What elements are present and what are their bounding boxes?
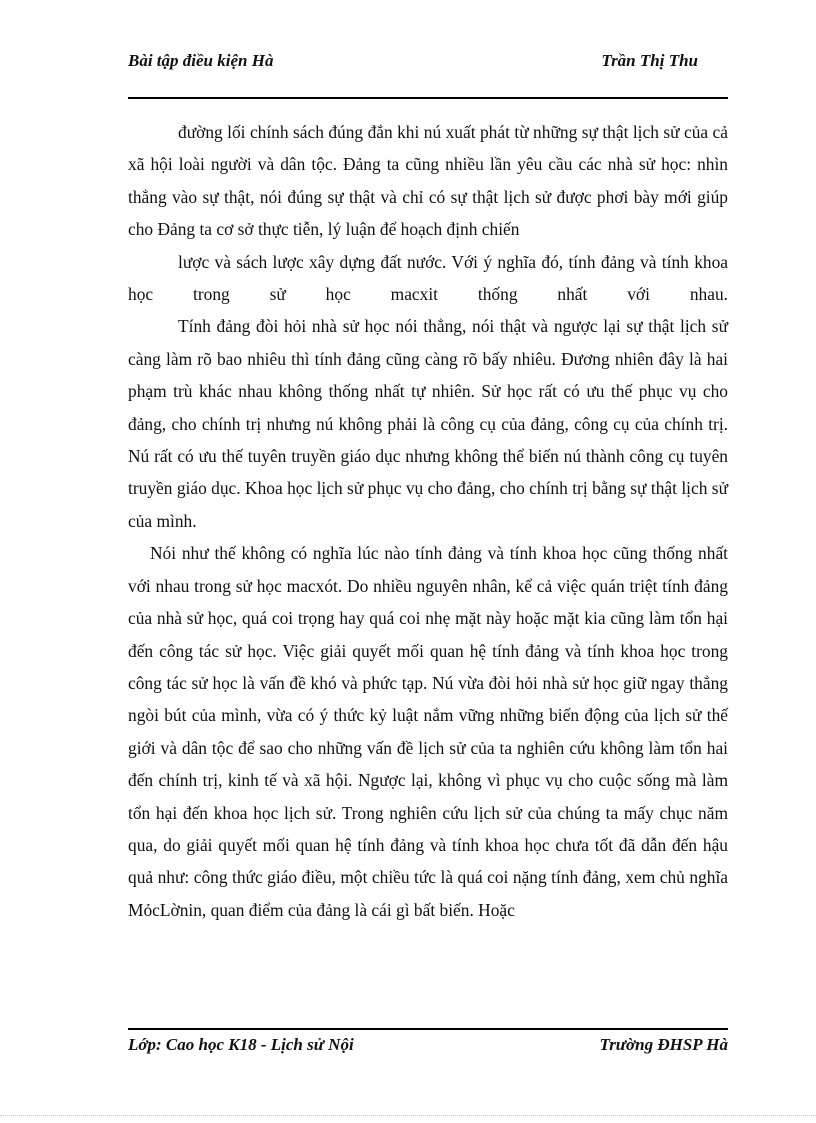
header-author: Trần Thị Thu <box>601 51 698 70</box>
page-footer <box>128 1034 728 1080</box>
footer-divider <box>128 1028 728 1030</box>
paragraph-1: đường lối chính sách đúng đắn khi nú xuất phát từ những sự thật lịch sử của cả xã hội loài người và dân tộc. Đảng ta cũng nhiều lần yêu cầu các nhà sử học: nhìn thẳng vào sự thật, nói đúng sự thật và chỉ có sự thật lịch sử được phơi bày mới giúp cho Đảng ta cơ sở thực tiễn, lý luận để hoạch định chiến <box>128 122 728 240</box>
footer-class-label: Lớp: Cao học K18 - Lịch sử Nội <box>128 1035 354 1054</box>
paragraph-4: Nói như thế không có nghĩa lúc nào tính đảng và tính khoa học cũng thống nhất với nhau trong sử học macxót. Do nhiều nguyên nhân, kể cả việc quán triệt tính đảng của nhà sử học, quá coi trọng hay quá coi nhẹ mặt này hoặc mặt kia cũng làm tổn hại đến công tác sử học. Việc giải quyết mối quan hệ tính đảng và tính khoa học trong công tác sử học là vấn đề khó và phức tạp. Nú vừa đòi hỏi nhà sử học giữ ngay thẳng ngòi bút của mình, vừa có ý thức kỷ luật nắm vững những biến động của lịch sử thế giới và dân tộc để sao cho những vấn đề lịch sử của ta nghiên cứu không làm tổn hai đến chính trị, kinh tế và xã hội. Ngược lại, không vì phục vụ cho cuộc sống mà làm tổn hại đến khoa học lịch sử. Trong nghiên cứu lịch sử của chúng ta mấy chục năm qua, do giải quyết mối quan hệ tính đảng và tính khoa học chưa tốt đã dẫn đến hậu quả như: công thức giáo điều, một chiều tức là quá coi nặng tính đảng, xem chủ nghĩa MỏcLờnin, quan điểm của đảng là cái gì bất biến. Hoặc <box>128 543 728 920</box>
page-header <box>128 50 728 96</box>
footer-school-label: Trường ĐHSP Hà <box>599 1035 728 1054</box>
page-bottom-edge <box>0 1115 816 1116</box>
paragraph-2: lược và sách lược xây dựng đất nước. Với ý nghĩa đó, tính đảng và tính khoa học trong sử học macxit thống nhất với nhau. <box>128 251 728 305</box>
document-body <box>128 116 728 926</box>
paragraph-3: Tính đảng đòi hỏi nhà sử học nói thẳng, nói thật và ngược lại sự thật lịch sử càng làm rõ bao nhiêu thì tính đảng cũng càng rõ bấy nhiêu. Đương nhiên đây là hai phạm trù khác nhau không thống nhất tự nhiên. Sử học rất có ưu thế phục vụ cho đảng, cho chính trị nhưng nú không phải là công cụ của đảng, công cụ của chính trị. Nú rất có ưu thế tuyên truyền giáo dục nhưng không thể biến nú thành công cụ tuyên truyền giáo dục. Khoa học lịch sử phục vụ cho đảng, cho chính trị bằng sự thật lịch sử của mình. <box>128 316 728 531</box>
header-divider <box>128 97 728 99</box>
header-left-title: Bài tập điều kiện Hà <box>128 51 274 70</box>
